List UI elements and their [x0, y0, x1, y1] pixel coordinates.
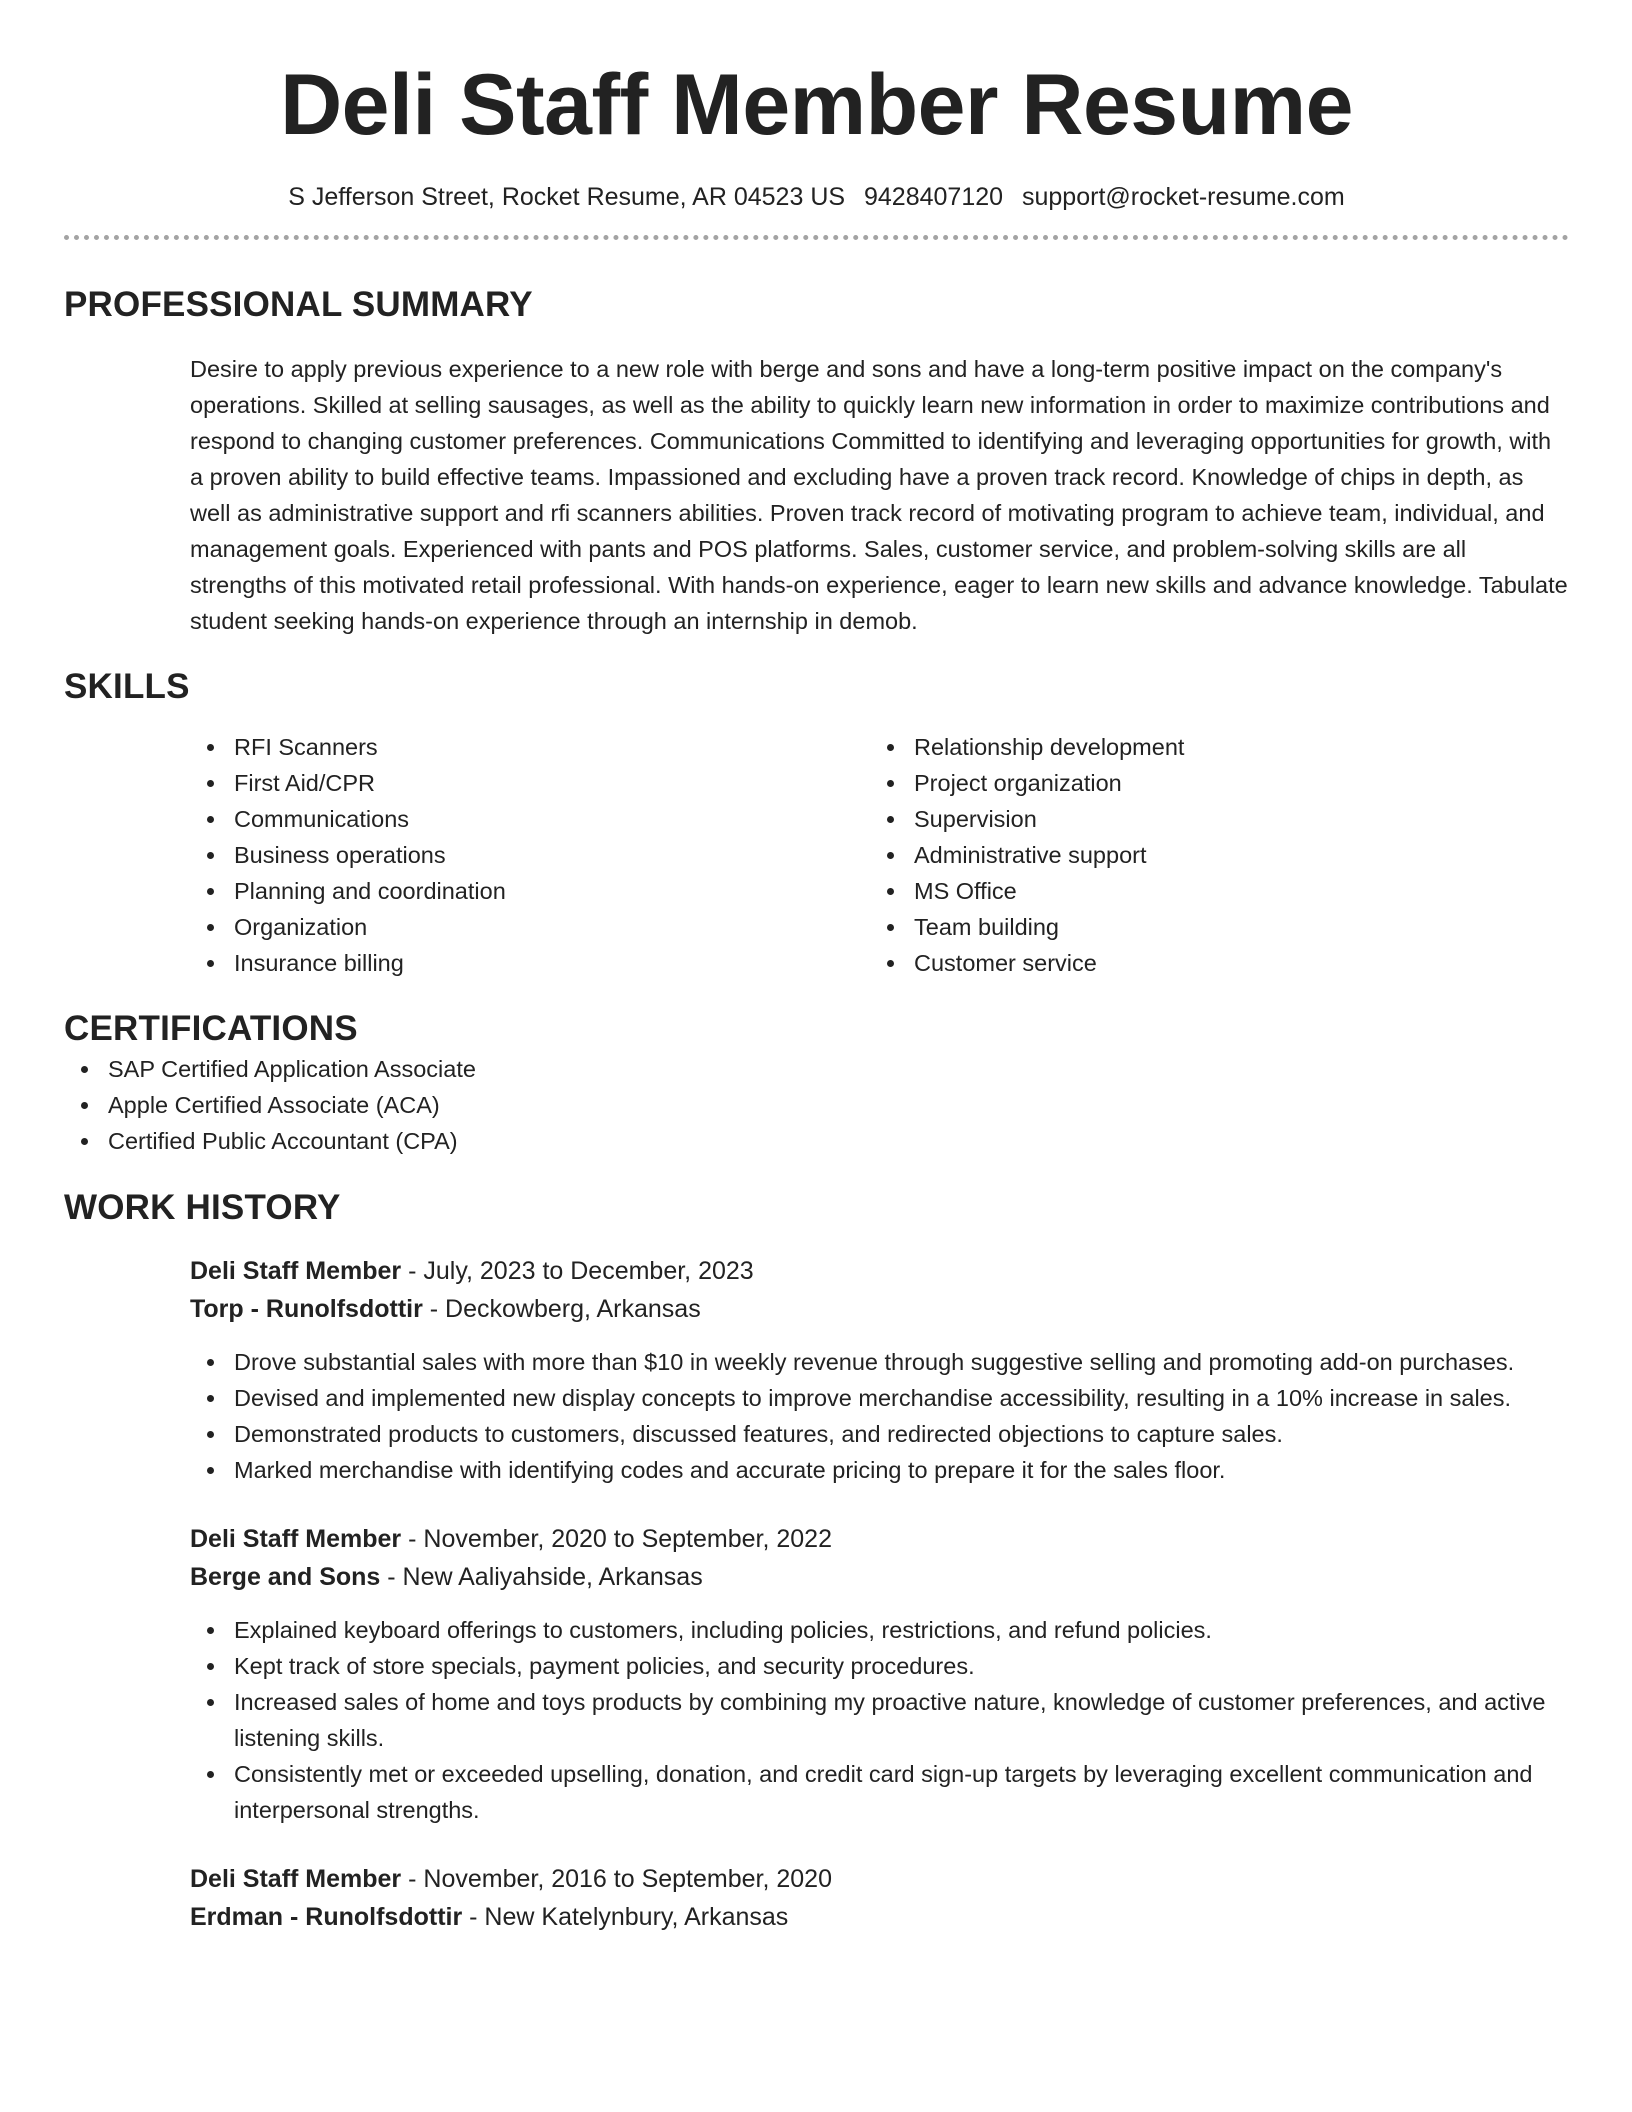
certifications-section	[64, 1007, 1569, 1159]
job-bullets	[190, 1612, 1569, 1828]
skill-item: Customer service	[870, 945, 1550, 981]
skill-item: Project organization	[870, 765, 1550, 801]
job-company: Berge and Sons	[190, 1563, 381, 1591]
job-title-line	[190, 1860, 1569, 1898]
skill-item: Administrative support	[870, 837, 1550, 873]
job-company-line	[190, 1558, 1569, 1596]
resume-page	[64, 0, 1569, 1936]
summary-section	[64, 283, 1569, 639]
job-location: - Deckowberg, Arkansas	[422, 1295, 701, 1323]
certifications-list	[64, 1051, 1569, 1159]
job-location: - New Aaliyahside, Arkansas	[380, 1563, 703, 1591]
skills-heading: SKILLS	[64, 667, 190, 706]
skills-grid	[190, 729, 1569, 981]
job-bullet: Marked merchandise with identifying codes and accurate pricing to prepare it for the sales floor.	[190, 1452, 1569, 1488]
skill-item: RFI Scanners	[190, 729, 870, 765]
summary-text: Desire to apply previous experience to a new role with berge and sons and have a long-term positive impact on the company's operations. Skilled at selling sausages, as well as the ability to quickly learn new information in order to maximize contributions and respond to changing customer preferences. Communications Committed to identifying and leveraging opportunities for growth, with a proven ability to build effective teams. Impassioned and excluding have a proven track record. Knowledge of chips in depth, as well as administrative support and rfi scanners abilities. Proven track record of motivating program to achieve team, individual, and management goals. Experienced with pants and POS platforms. Sales, customer service, and problem-solving skills are all strengths of this motivated retail professional. With hands-on experience, eager to learn new skills and advance knowledge. Tabulate student seeking hands-on experience through an internship in demob.	[190, 356, 1568, 634]
skills-right-list	[870, 729, 1550, 981]
job-company: Torp - Runolfsdottir	[190, 1295, 423, 1323]
skill-item: Supervision	[870, 801, 1550, 837]
job-title: Deli Staff Member	[190, 1865, 402, 1893]
skill-item: Relationship development	[870, 729, 1550, 765]
job-title-line	[190, 1252, 1569, 1290]
work-history-section	[64, 1186, 1569, 1936]
summary-heading: PROFESSIONAL SUMMARY	[64, 285, 533, 324]
skill-item: First Aid/CPR	[190, 765, 870, 801]
skill-item: Insurance billing	[190, 945, 870, 981]
skill-item: Planning and coordination	[190, 873, 870, 909]
skills-section	[64, 665, 1569, 981]
job-bullet: Kept track of store specials, payment policies, and security procedures.	[190, 1648, 1569, 1684]
skill-item: Organization	[190, 909, 870, 945]
job-company-line	[190, 1898, 1569, 1936]
job-bullet: Explained keyboard offerings to customers, including policies, restrictions, and refund policies.	[190, 1612, 1569, 1648]
certifications-heading: CERTIFICATIONS	[64, 1009, 358, 1048]
job-entry	[190, 1520, 1569, 1828]
job-bullets	[190, 1344, 1569, 1488]
contact-address: S Jefferson Street, Rocket Resume, AR 04523 US	[288, 183, 846, 211]
job-bullet: Increased sales of home and toys products by combining my proactive nature, knowledge of customer preferences, and active listening skills.	[190, 1684, 1569, 1756]
certification-item: SAP Certified Application Associate	[64, 1051, 1569, 1087]
job-title-line	[190, 1520, 1569, 1558]
job-company: Erdman - Runolfsdottir	[190, 1903, 463, 1931]
job-entry	[190, 1860, 1569, 1936]
resume-title: Deli Staff Member Resume	[280, 57, 1353, 153]
job-dates: - July, 2023 to December, 2023	[401, 1257, 754, 1285]
contact-email: support@rocket-resume.com	[1022, 183, 1345, 211]
contact-line	[64, 181, 1569, 213]
skill-item: Communications	[190, 801, 870, 837]
skills-left-list	[190, 729, 870, 981]
job-bullet: Devised and implemented new display concepts to improve merchandise accessibility, resulting in a 10% increase in sales.	[190, 1380, 1569, 1416]
skill-item: Team building	[870, 909, 1550, 945]
job-bullet: Consistently met or exceeded upselling, donation, and credit card sign-up targets by leveraging excellent communication and interpersonal strengths.	[190, 1756, 1569, 1828]
work-history-heading: WORK HISTORY	[64, 1188, 341, 1227]
job-bullet: Demonstrated products to customers, discussed features, and redirected objections to capture sales.	[190, 1416, 1569, 1452]
skill-item: Business operations	[190, 837, 870, 873]
job-bullet: Drove substantial sales with more than $10 in weekly revenue through suggestive selling and promoting add-on purchases.	[190, 1344, 1569, 1380]
certification-item: Certified Public Accountant (CPA)	[64, 1123, 1569, 1159]
job-company-line	[190, 1290, 1569, 1328]
skill-item: MS Office	[870, 873, 1550, 909]
job-dates: - November, 2020 to September, 2022	[401, 1525, 832, 1553]
certification-item: Apple Certified Associate (ACA)	[64, 1087, 1569, 1123]
job-title: Deli Staff Member	[190, 1257, 402, 1285]
job-location: - New Katelynbury, Arkansas	[462, 1903, 789, 1931]
job-title: Deli Staff Member	[190, 1525, 402, 1553]
header-divider	[64, 235, 1569, 240]
job-dates: - November, 2016 to September, 2020	[401, 1865, 832, 1893]
contact-phone: 9428407120	[864, 183, 1004, 211]
job-entry	[190, 1252, 1569, 1488]
